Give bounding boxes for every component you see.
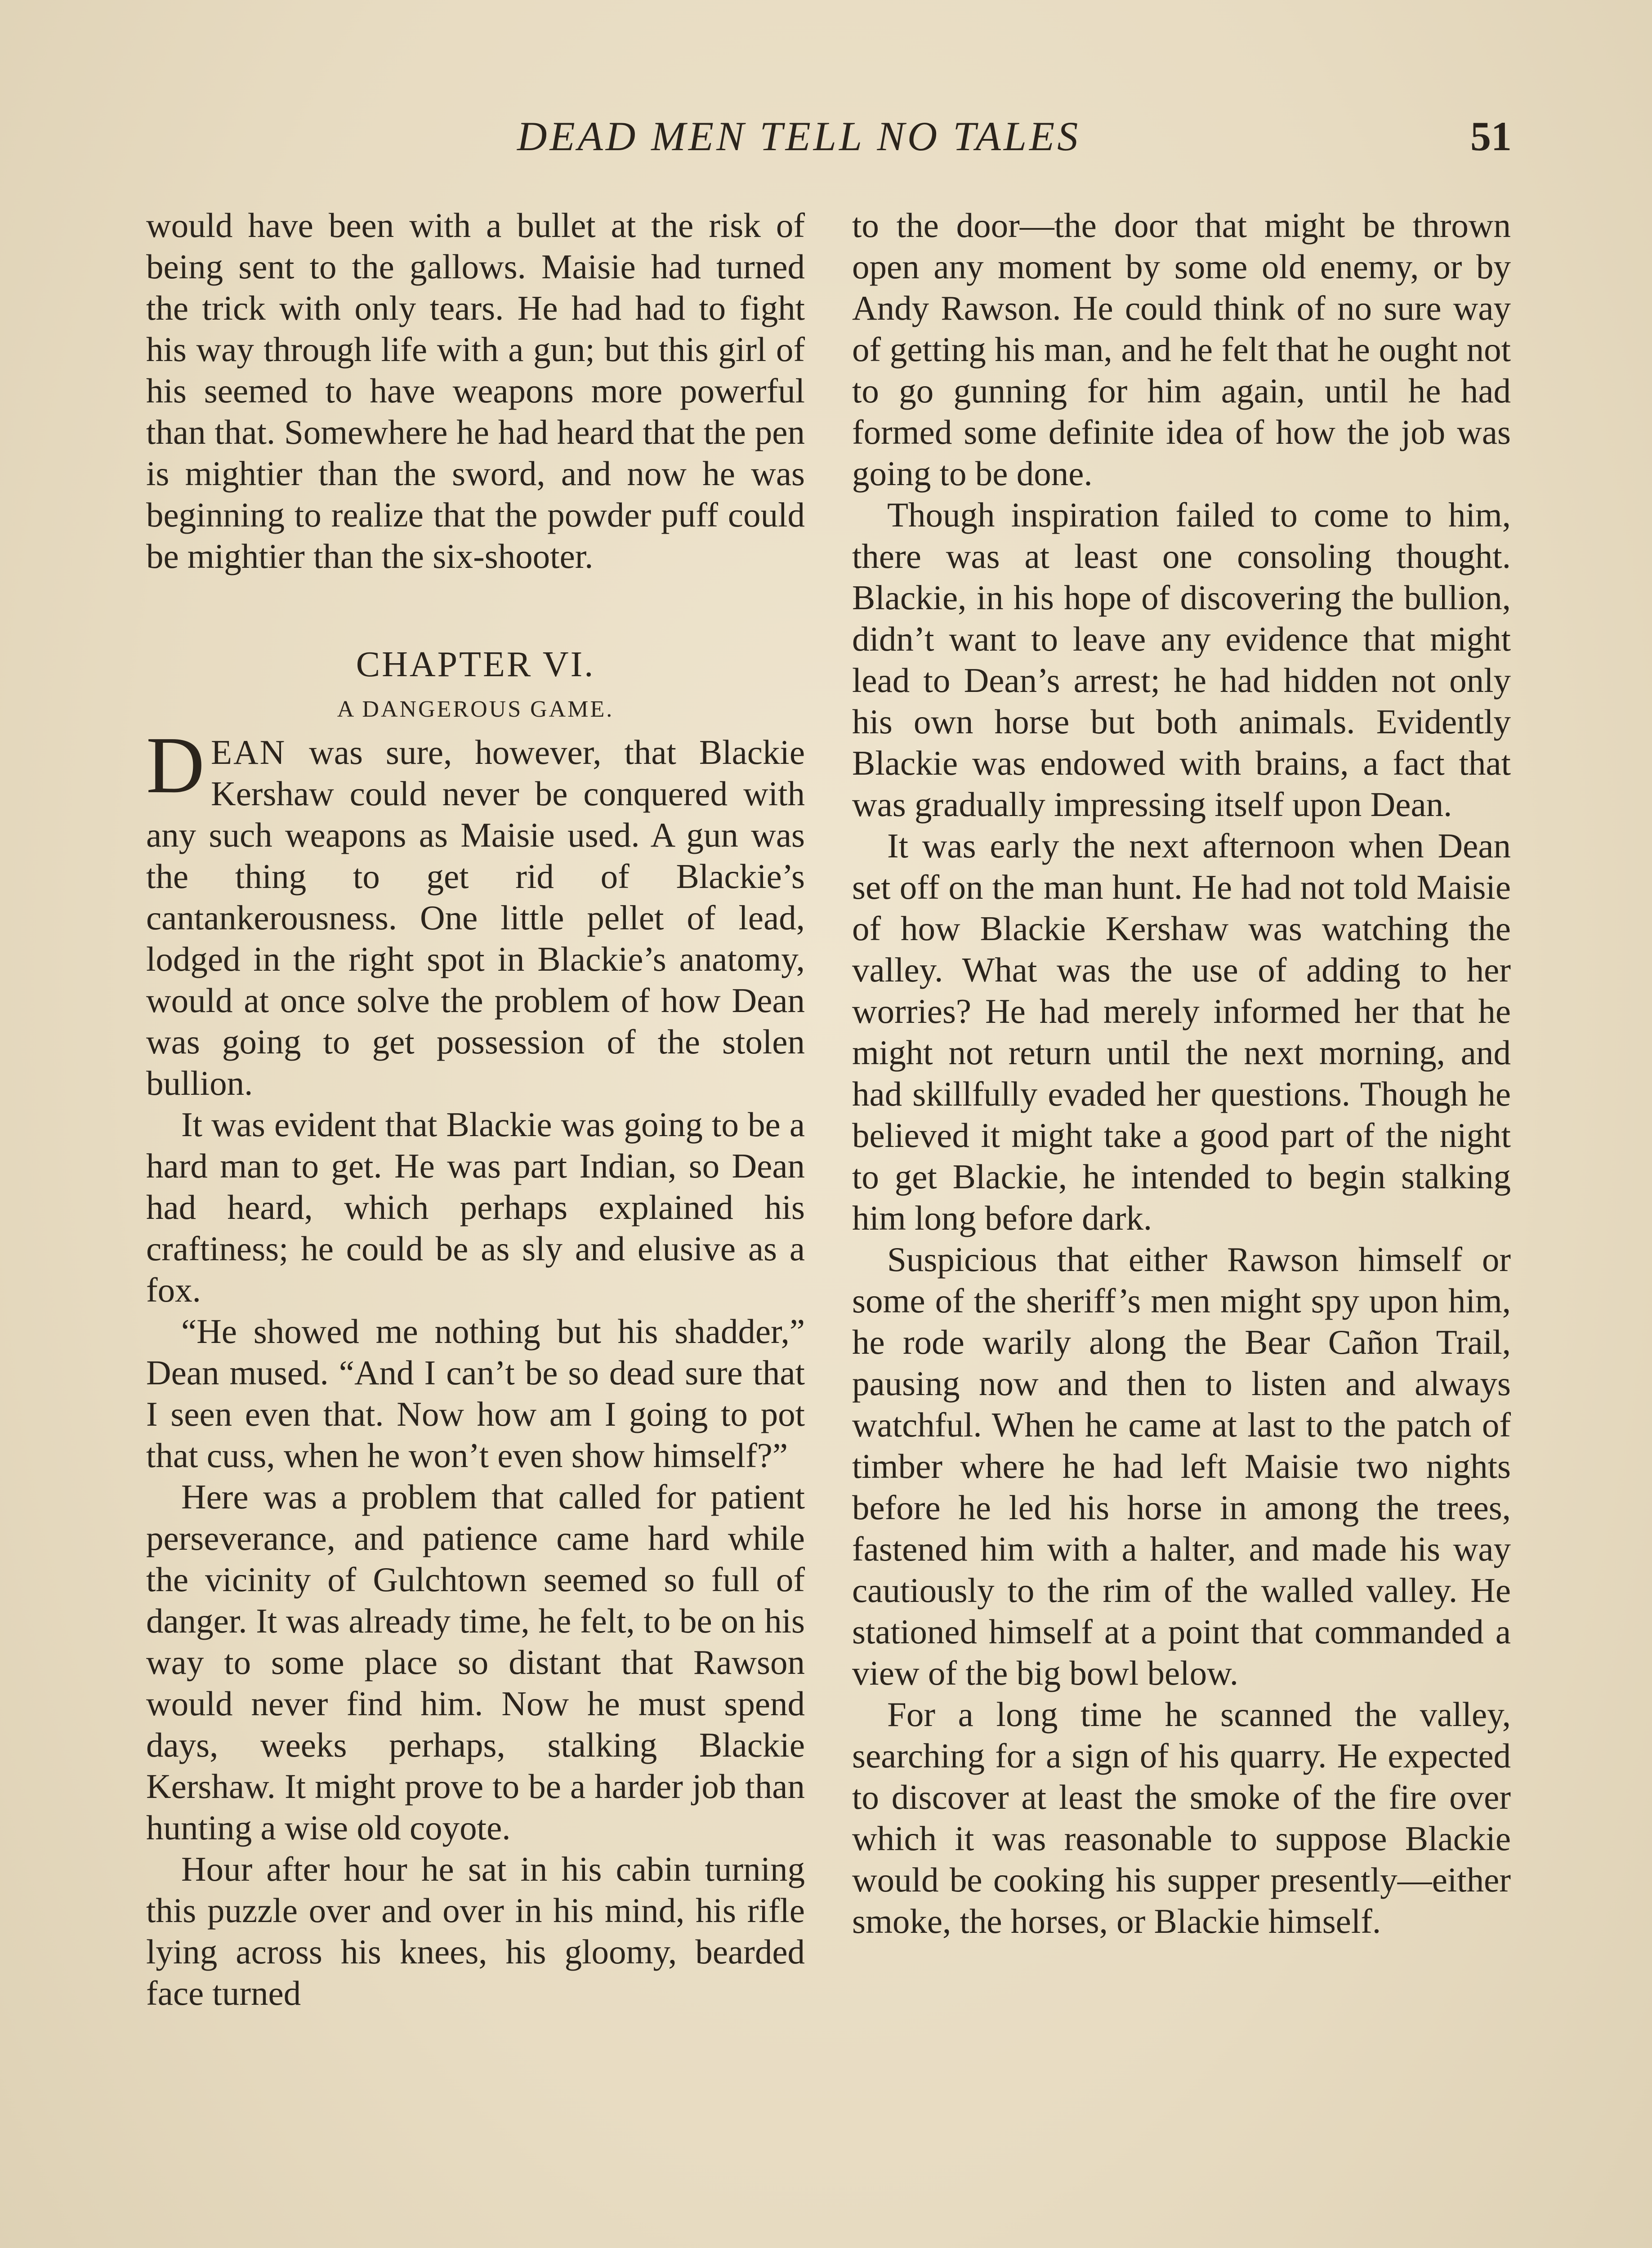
running-head-title: DEAD MEN TELL NO TALES xyxy=(517,113,1081,159)
opening-word: EAN xyxy=(211,733,286,772)
paragraph: It was evident that Blackie was going to be a hard man to get. He was part Indian, so Dean had heard, which perhaps explained his craftiness; he could be as sly and elusive as a fox. xyxy=(146,1105,805,1309)
opening-paragraph-text: was sure, however, that Blackie Kershaw could never be conquered with any such weapons as Maisie used. A gun was the thing to get rid of Blackie’s cantankerousness. One little pellet of lead, lodged in the right spot in Blackie’s anatomy, would at once solve the problem of how Dean was going to get possession of the stolen bullion. xyxy=(146,733,805,1102)
paragraph: It was early the next afternoon when Dean set off on the man hunt. He had not told Maisie of how Blackie Kershaw was watching the valley. What was the use of adding to her worries? He had merely informed her that he might not return until the next morning, and had skillfully evaded her questions. Though he believed it might take a good part of the night to get Blackie, he intended to begin stalking him long before dark. xyxy=(852,826,1511,1237)
page-number: 51 xyxy=(1470,113,1512,159)
chapter-subtitle: A DANGEROUS GAME. xyxy=(337,696,614,722)
drop-cap: D xyxy=(146,720,205,810)
paragraph: For a long time he scanned the valley, searching for a sign of his quarry. He expected to discover at least the smoke of the fire over which it was reasonable to suppose Blackie would be cooking his supper presently—either smoke, the horses, or Blackie himself. xyxy=(852,1695,1511,1940)
paragraph: to the door—the door that might be thrown open any moment by some old enemy, or by Andy Rawson. He could think of no sure way of getting his man, and he felt that he ought not to go gunning for him again, until he had formed some definite idea of how the job was going to be done. xyxy=(852,206,1511,493)
left-column xyxy=(146,205,805,2014)
paragraph: Here was a problem that called for patient perseverance, and patience came hard while the vicinity of Gulchtown seemed so full of danger. It was already time, he felt, to be on his way to some place so distant that Rawson would never find him. Now he must spend days, weeks perhaps, stalking Blackie Kershaw. It might prove to be a harder job than hunting a wise old coyote. xyxy=(146,1477,805,1847)
chapter-opening-paragraph xyxy=(146,720,805,1104)
right-column xyxy=(852,205,1511,1942)
paragraph: Suspicious that either Rawson himself or some of the sheriff’s men might spy upon him, he rode warily along the Bear Cañon Trail, pausing now and then to listen and always watchful. When he came at last to the patch of timber where he had left Maisie two nights before he led his horse in among the trees, fastened him with a halter, and made his way cautiously to the rim of the walled valley. He stationed himself at a point that commanded a view of the big bowl below. xyxy=(852,1240,1511,1692)
paragraph: “He showed me nothing but his shadder,” Dean mused. “And I can’t be so dead sure that I seen even that. Now how am I going to pot that cuss, when he won’t even show himself?” xyxy=(146,1312,805,1475)
paragraph: Hour after hour he sat in his cabin turning this puzzle over and over in his mind, his rifle lying across his knees, his gloomy, bearded face turned xyxy=(146,1850,805,2012)
paragraph: Though inspiration failed to come to him, there was at least one consoling thought. Blackie, in his hope of discovering the bullion, didn’t want to leave any evidence that might lead to Dean’s arrest; he had hidden not only his own horse but both animals. Evidently Blackie was endowed with brains, a fact that was gradually impressing itself upon Dean. xyxy=(852,495,1511,824)
paragraph: would have been with a bullet at the risk of being sent to the gallows. Maisie had turned the trick with only tears. He had had to fight his way through life with a gun; but this girl of his seemed to have weapons more powerful than that. Somewhere he had heard that the pen is mightier than the sword, and now he was beginning to realize that the powder puff could be mightier than the six-shooter. xyxy=(146,206,805,575)
chapter-title: CHAPTER VI. xyxy=(356,645,595,684)
